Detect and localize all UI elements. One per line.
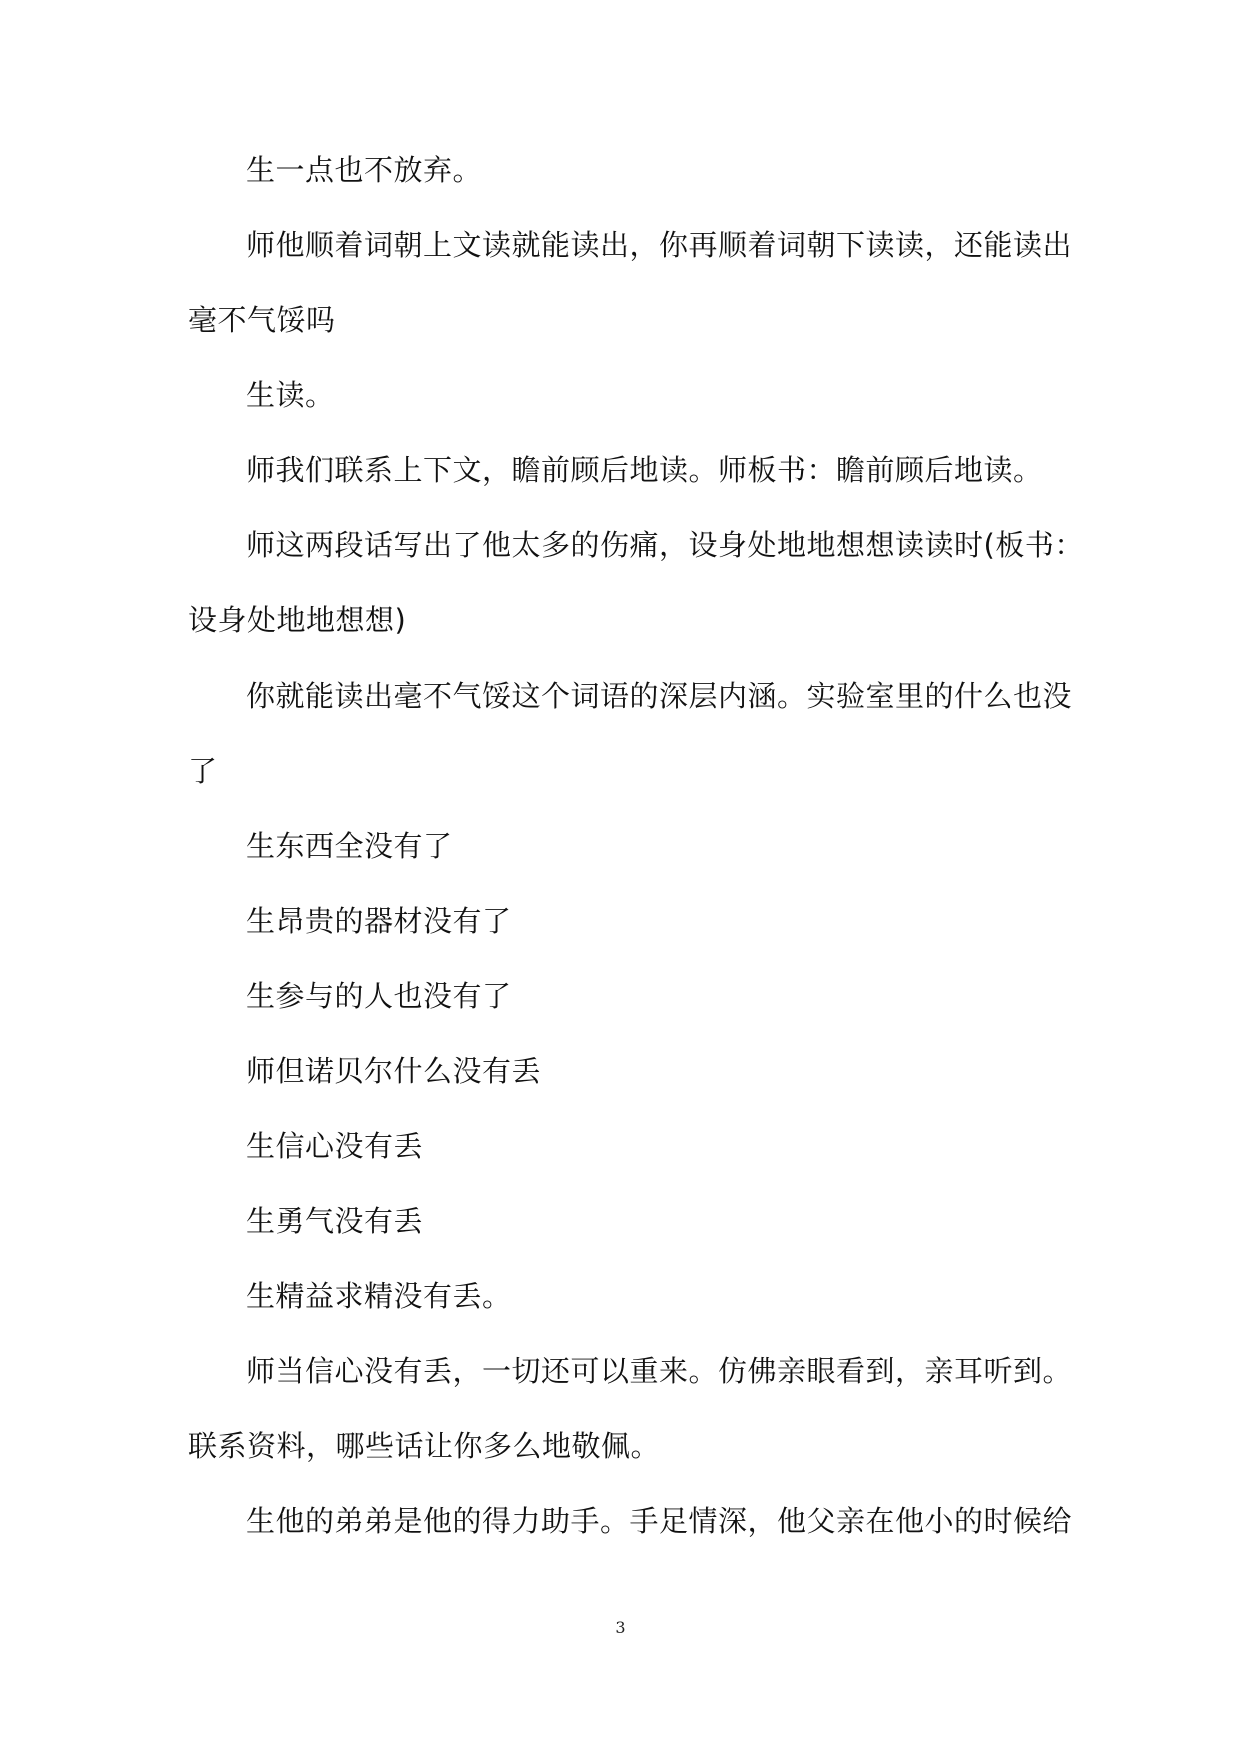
text-line-9: 了 [188, 754, 218, 788]
text-line-4: 生读。 [246, 378, 335, 412]
text-line-18: 联系资料，哪些话让你多么地敬佩。 [188, 1429, 661, 1463]
text-line-10: 生东西全没有了 [246, 829, 453, 863]
text-line-7: 设身处地地想想) [188, 603, 407, 637]
text-line-1: 生一点也不放弃。 [246, 153, 483, 187]
text-line-17: 师当信心没有丢，一切还可以重来。仿佛亲眼看到，亲耳听到。 [246, 1354, 1073, 1388]
text-line-16: 生精益求精没有丢。 [246, 1279, 512, 1313]
text-line-11: 生昂贵的器材没有了 [246, 904, 512, 938]
text-line-12: 生参与的人也没有了 [246, 979, 512, 1013]
text-line-3: 毫不气馁吗 [188, 303, 336, 337]
text-line-6: 师这两段话写出了他太多的伤痛，设身处地地想想读读时(板书： [246, 528, 1084, 562]
page-number: 3 [615, 1618, 626, 1637]
text-line-15: 生勇气没有丢 [246, 1204, 424, 1238]
text-line-19: 生他的弟弟是他的得力助手。手足情深，他父亲在他小的时候给 [246, 1504, 1073, 1538]
text-line-13: 师但诺贝尔什么没有丢 [246, 1054, 542, 1088]
text-line-14: 生信心没有丢 [246, 1129, 424, 1163]
text-line-2: 师他顺着词朝上文读就能读出，你再顺着词朝下读读，还能读出 [246, 228, 1073, 262]
text-line-5: 师我们联系上下文，瞻前顾后地读。师板书：瞻前顾后地读。 [246, 453, 1043, 487]
text-line-8: 你就能读出毫不气馁这个词语的深层内涵。实验室里的什么也没 [246, 679, 1073, 713]
